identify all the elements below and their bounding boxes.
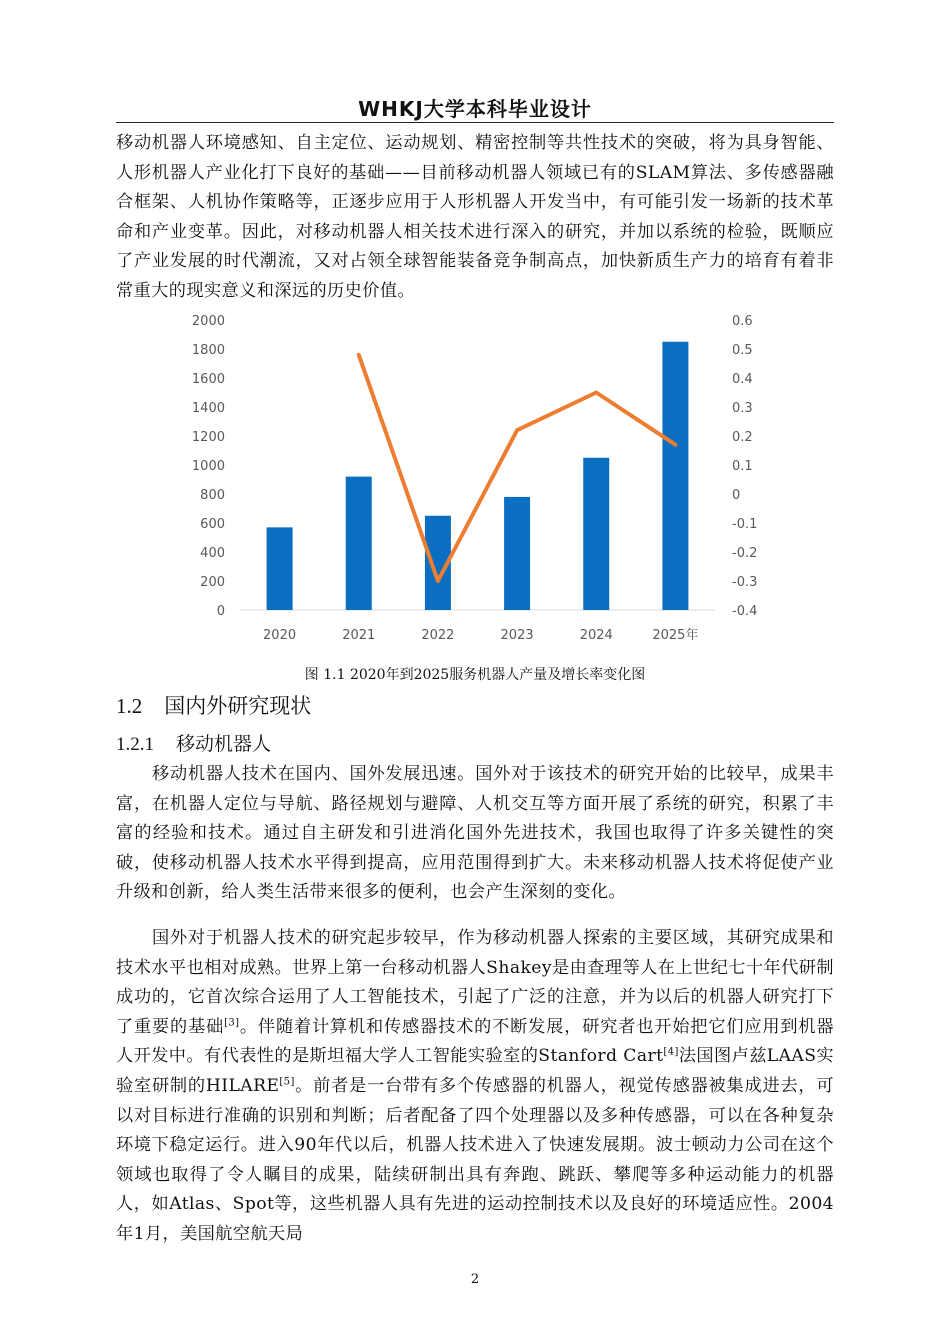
y-left-tick-label: 1600 [191,372,225,387]
y-left-tick-label: 600 [200,517,225,532]
section-number: 1.2 [116,694,143,718]
para2-text-4: 。前者是一台带有多个传感器的机器人，视觉传感器被集成进去，可以对目标进行准确的识别和判断；后者配备了四个处理器以及多种传感器，可以在各种复杂环境下稳定运行。进入90年代以后，机器人技术进入了快速发展期。波士顿动力公司在这个领域也取得了令人瞩目的成果，陆续研制出具有奔跑、跳跃、攀爬等多种运动能力的机器人，如Atlas、Spot等，这些机器人具有先进的运动控制技术以及良好的环境适应性。2004年1月，美国航空航天局 [116,1075,834,1244]
x-tick-label: 2023 [500,628,534,643]
page-number: 2 [470,1272,480,1287]
section-heading [116,690,311,720]
bar-mark [583,458,609,610]
x-tick-label: 2020 [263,628,297,643]
y-left-tick-label: 0 [216,604,225,619]
y-right-tick-label: 0 [732,488,741,503]
x-tick-label: 2021 [342,628,376,643]
y-right-tick-label: -0.2 [732,546,758,561]
citation-4: [4] [663,1046,679,1058]
figure-chart [180,305,760,655]
line-point [358,354,359,355]
y-left-tick-label: 800 [200,488,225,503]
body-paragraph-2 [116,924,834,1250]
y-right-tick-label: 0.3 [732,401,753,416]
y-right-tick-label: -0.3 [732,575,758,590]
subsection-title: 移动机器人 [176,733,272,755]
y-left-tick-label: 400 [200,546,225,561]
bar-mark [662,342,688,610]
y-left-tick-label: 1800 [191,343,225,358]
x-tick-label: 2025年 [652,628,699,643]
y-right-tick-label: 0.4 [732,372,753,387]
body-paragraph-1: 移动机器人技术在国内、国外发展迅速。国外对于该技术的研究开始的比较早，成果丰富，在机器人定位与导航、路径规划与避障、人机交互等方面开展了系统的研究，积累了丰富的经验和技术。通过自主研发和引进消化国外先进技术，我国也取得了许多关键性的突破，使移动机器人技术水平得到提高，应用范围得到扩大。未来移动机器人技术将促使产业升级和创新，给人类生活带来很多的便利，也会产生深刻的变化。 [116,764,834,903]
bar-mark [504,497,530,610]
intro-paragraph: 移动机器人环境感知、自主定位、运动规划、精密控制等共性技术的突破，将为具身智能、人形机器人产业化打下良好的基础——目前移动机器人领域已有的SLAM算法、多传感器融合框架、人机协作策略等，正逐步应用于人形机器人开发当中，有可能引发一场新的技术革命和产业变革。因此，对移动机器人相关技术进行深入的研究，并加以系统的检验，既顺应了产业发展的时代潮流，又对占领全球智能装备竞争制高点，加快新质生产力的培育有着非常重大的现实意义和深远的历史价值。 [116,133,834,301]
y-right-tick-label: -0.1 [732,517,758,532]
header-rule [116,122,834,123]
x-tick-label: 2022 [421,628,455,643]
y-left-tick-label: 1000 [191,459,225,474]
subsection-number: 1.2.1 [116,734,154,755]
y-right-tick-label: 0.2 [732,430,753,445]
y-left-tick-label: 1400 [191,401,225,416]
y-left-tick-label: 1200 [191,430,225,445]
y-left-tick-label: 200 [200,575,225,590]
y-right-tick-label: 0.6 [732,314,753,329]
section-title: 国内外研究现状 [164,694,312,718]
subsection-heading [116,729,271,756]
y-right-tick-label: 0.5 [732,343,753,358]
para2-text-1: 国外对于机器人技术的研究起步较早，作为移动机器人探索的主要区域，其研究成果和技术水平也相对成熟。世界上第一台移动机器人Shakey是由查理等人在上世纪七十年代研制成功的，它首次综合运用了人工智能技术，引起了广泛的注意，并为以后的机器人研究打下了重要的基础 [116,928,834,1037]
chart-svg [180,305,760,655]
line-point [517,430,518,431]
bar-mark [346,477,372,610]
line-point [596,392,597,393]
para2-text-2: 。伴随着计算机和传感器技术的不断发展，研究者也开始把它们应用到机器人开发中。有代表性的是斯坦福大学人工智能实验室的Stanford Cart [116,1016,835,1067]
citation-5: [5] [279,1076,295,1088]
para2-text-3: 法国图卢兹LAAS实验室研制的HILARE [116,1046,834,1096]
y-right-tick-label: 0.1 [732,459,753,474]
page-header: WHKJ大学本科毕业设计 [358,97,592,121]
figure-caption: 图 1.1 2020年到2025服务机器人产量及增长率变化图 [304,667,646,683]
line-point [437,581,438,582]
y-right-tick-label: -0.4 [732,604,758,619]
citation-3: [3] [224,1017,240,1029]
line-point [675,444,676,445]
y-left-tick-label: 2000 [191,314,225,329]
bar-mark [267,527,293,610]
x-tick-label: 2024 [579,628,613,643]
